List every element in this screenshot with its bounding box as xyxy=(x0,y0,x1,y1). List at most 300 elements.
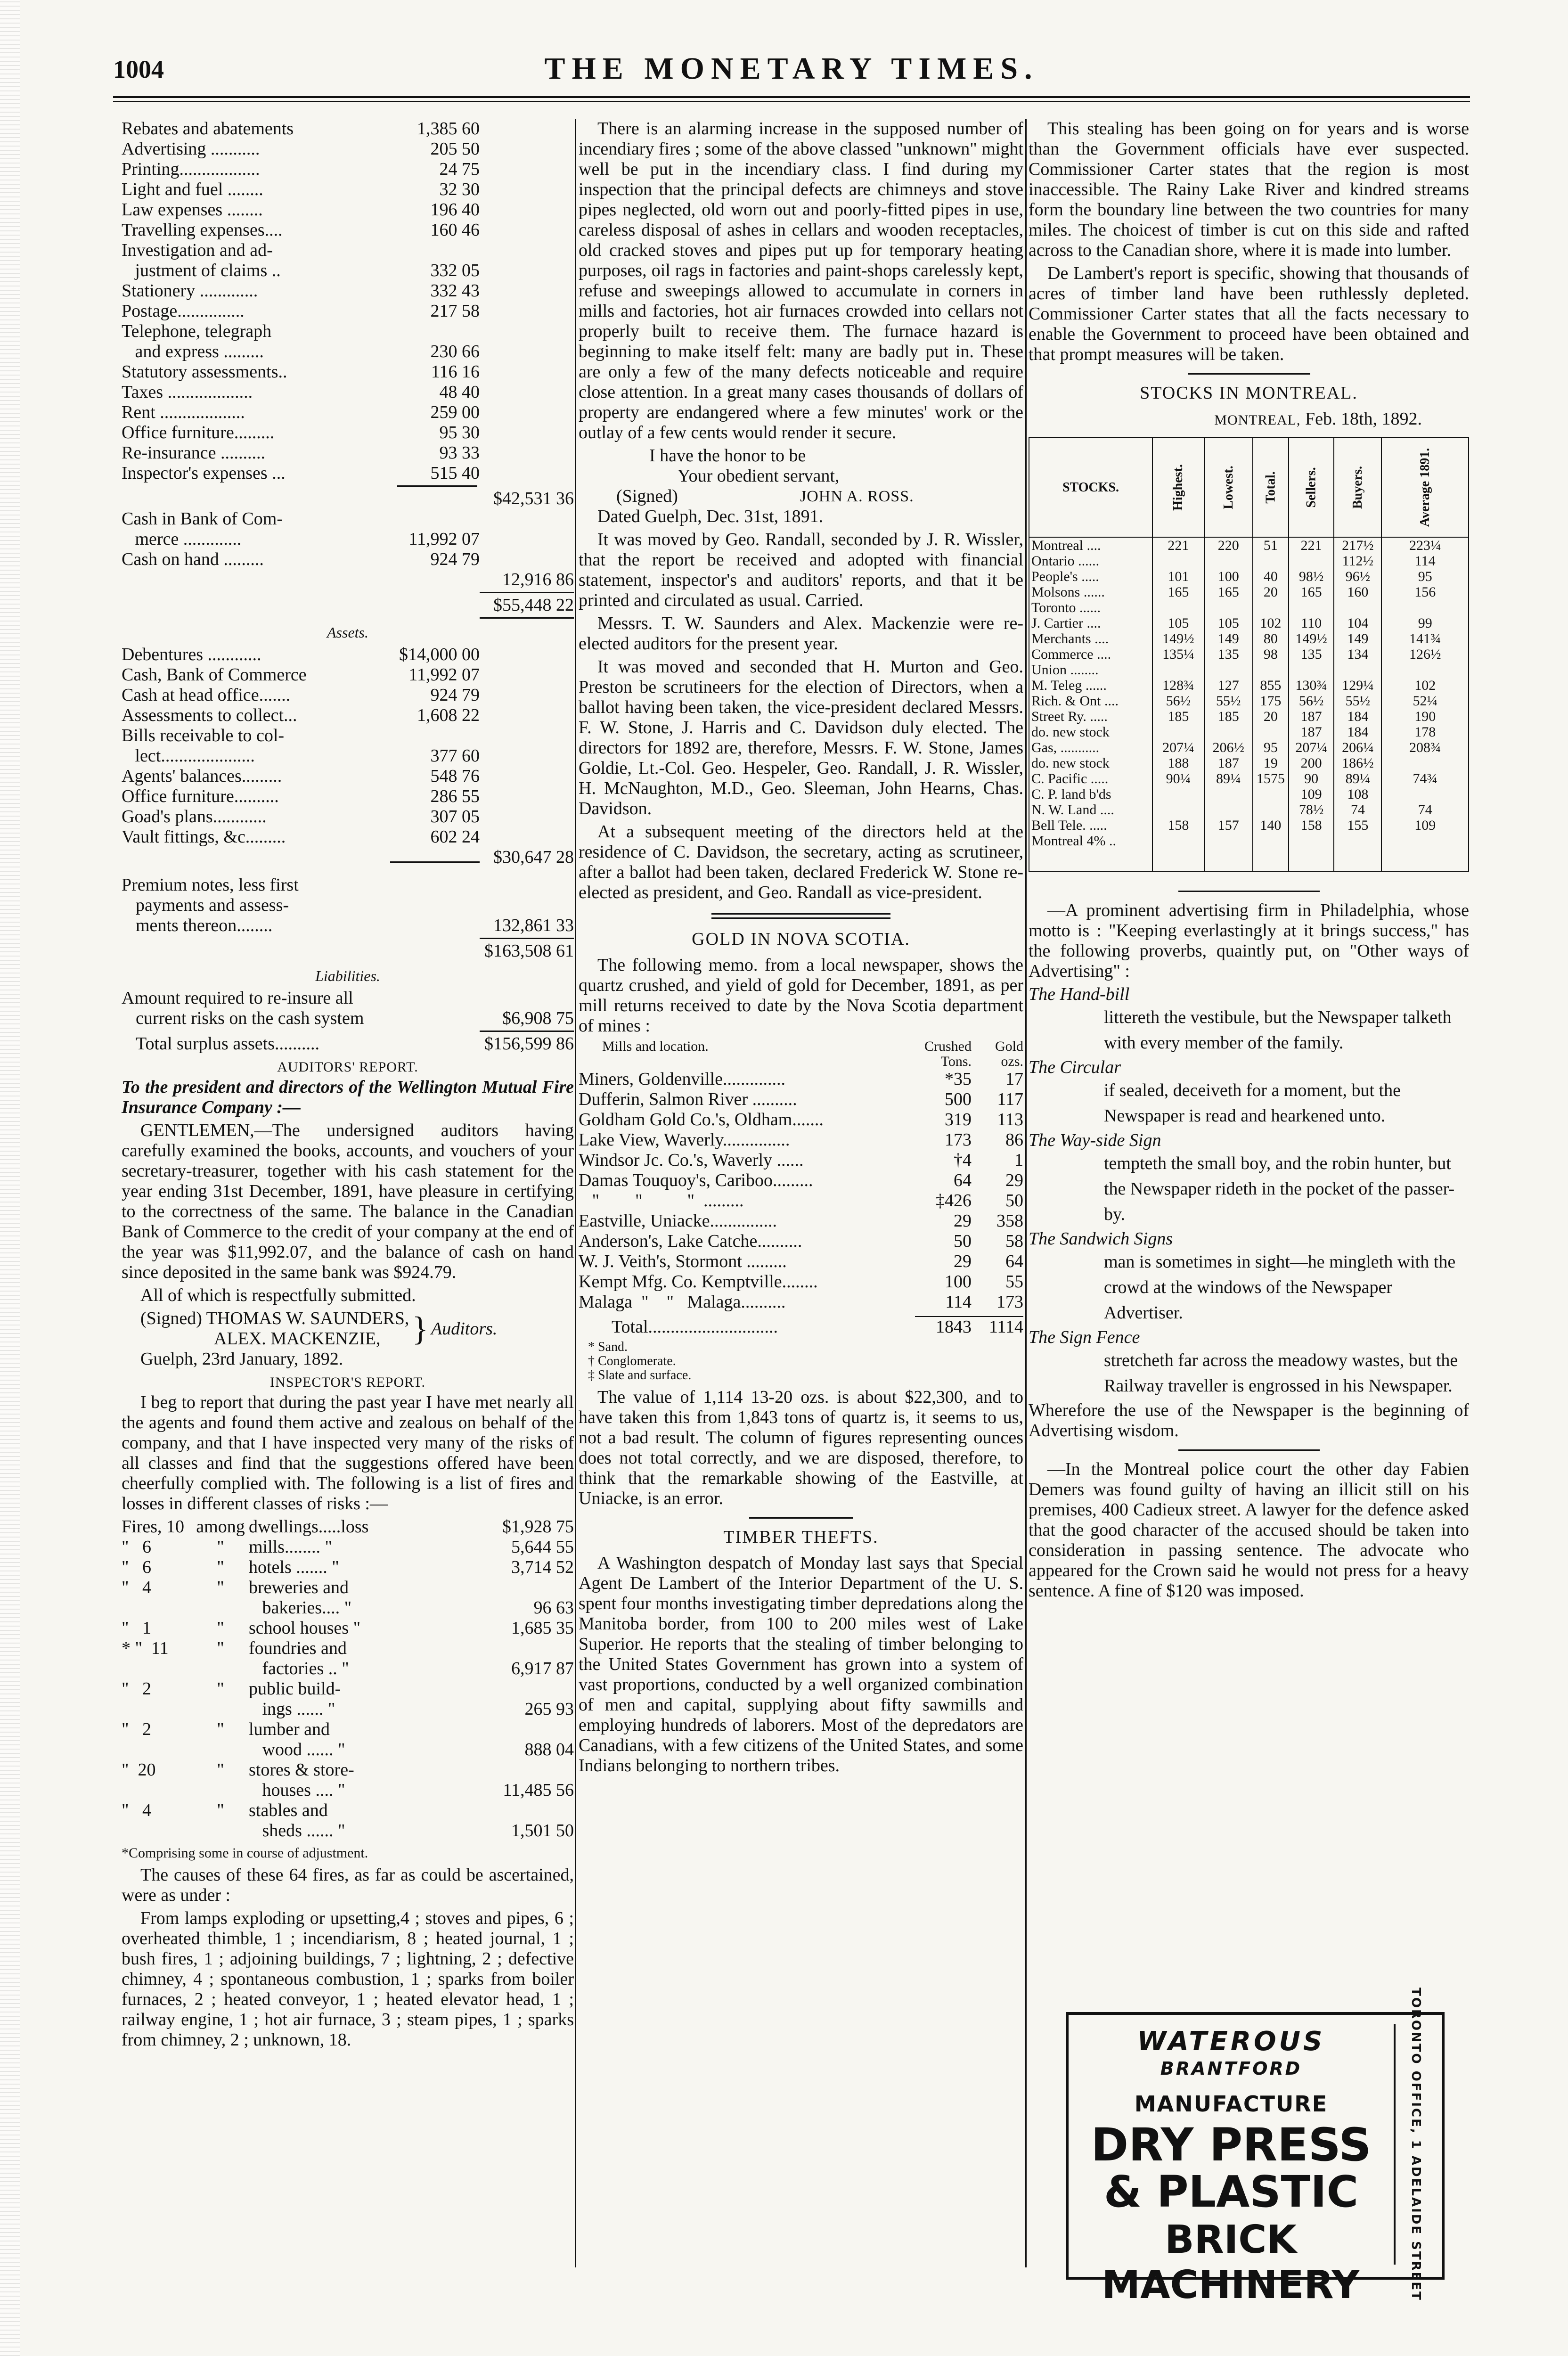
cash-row xyxy=(122,549,574,570)
expense-row xyxy=(122,362,574,382)
stock-value: 149 xyxy=(1204,631,1253,646)
expense-label: Investigation and ad- xyxy=(122,240,273,260)
section-divider xyxy=(1178,891,1320,892)
asset-amount: 377 60 xyxy=(430,746,480,766)
stock-value xyxy=(1204,724,1253,740)
proverb-title: The Sign Fence xyxy=(1029,1327,1140,1347)
stock-name: Molsons ...... xyxy=(1029,584,1152,600)
fire-among: among xyxy=(196,1517,245,1537)
meeting-paragraph-2: Messrs. T. W. Saunders and Alex. Mackenzie were re-elected auditors for the present year. xyxy=(579,614,1023,654)
column-2 xyxy=(579,119,1023,1779)
stock-value: 56½ xyxy=(1289,693,1334,709)
timber-body: A Washington despatch of Monday last says that Special Agent De Lambert of the Interior Department of the U. S. spent four months investigating timber depredations along the Manitoba border, from 100 to 200 miles west of Lake Superior. He reports that the stealing of timber belonging to the United States Government has grown into a system of vast proportions, conducted by a well organized combination of men and capital, supplying about fifty sawmills and employing hundreds of laborers. Most of the depredators are Canadians, with a few citizens of the United States, and some Indians belonging to northern tribes. xyxy=(579,1553,1023,1775)
stock-value: 207¼ xyxy=(1152,740,1204,755)
stock-value xyxy=(1253,802,1289,818)
stocks-header-cell xyxy=(1289,437,1334,537)
fire-loss: 11,485 56 xyxy=(503,1780,574,1800)
timber-continued-2: De Lambert's report is specific, showing that thousands of acres of timber land have been ruthlessly depleted. Commissioner Carter states that all the facts necessary to enable the Government to proceed have been obtained and that prompt measures will be taken. xyxy=(1029,263,1469,364)
stock-name: do. new stock xyxy=(1029,724,1152,740)
gold-tons: 29 xyxy=(954,1211,972,1231)
stock-value: 80 xyxy=(1253,631,1289,646)
liab-line-2: current risks on the cash system xyxy=(136,1008,364,1028)
stock-value: 187 xyxy=(1204,755,1253,771)
gold-ozs: 55 xyxy=(1005,1272,1023,1292)
stock-value: 165 xyxy=(1289,584,1334,600)
proverb-title: The Hand-bill xyxy=(1029,984,1130,1004)
expense-amount: 48 40 xyxy=(439,382,480,402)
stock-value xyxy=(1204,802,1253,818)
fire-count: " 4 xyxy=(122,1578,152,1597)
stocks-header-cell xyxy=(1152,437,1204,537)
stocks-body xyxy=(1029,537,1469,871)
proverb-text: littereth the vestibule, but the Newspaper talketh with every member of the family. xyxy=(1104,1007,1452,1053)
stock-value xyxy=(1334,600,1381,615)
stock-value xyxy=(1289,553,1334,569)
asset-amount: 286 55 xyxy=(430,786,480,806)
gold-row xyxy=(579,1292,1023,1312)
gold-total-ozs: 1114 xyxy=(972,1316,1023,1337)
gold-ozs: 86 xyxy=(1005,1130,1023,1150)
stock-value: 175 xyxy=(1253,693,1289,709)
gold-ozs: 64 xyxy=(1005,1252,1023,1271)
gold-tons: 29 xyxy=(954,1252,972,1271)
cash-label: merce ............. xyxy=(122,529,242,549)
premium-row xyxy=(122,916,574,936)
stock-value xyxy=(1381,755,1469,771)
liabilities-heading: Liabilities. xyxy=(315,967,380,984)
fire-row xyxy=(122,1679,574,1699)
advert-manufacture: MANUFACTURE xyxy=(1134,2091,1328,2117)
gold-ozs: 1 xyxy=(1014,1150,1023,1170)
asset-label: Cash at head office....... xyxy=(122,685,291,705)
proverbs-list xyxy=(1029,984,1469,1399)
expense-label: Statutory assessments.. xyxy=(122,362,287,382)
stock-value: 129¼ xyxy=(1334,678,1381,693)
stock-row xyxy=(1029,693,1469,709)
gold-mill: Kempt Mfg. Co. Kemptville........ xyxy=(579,1272,818,1292)
stock-value: 130¾ xyxy=(1289,678,1334,693)
stock-value xyxy=(1152,662,1204,678)
causes-body: From lamps exploding or upsetting,4 ; stoves and pipes, 6 ; overheated thimble, 1 ; incendiarism, 8 ; heated journal, 1 ; bush fires, 1 ; adjoining buildings, 7 ; lightning, 2 ; defective chimney, 4 ; spontaneous combustion, 1 ; sparks from boiler furnaces, 2 ; heated conveyor, 1 ; heated elevator head, 1 ; railway engine, 1 ; hot air furnace, 3 ; steam pipes, 1 ; sparks from chimney, 2 ; unknown, 18. xyxy=(122,1908,574,2050)
stocks-header-label: Buyers. xyxy=(1350,466,1365,509)
fire-loss: 96 63 xyxy=(533,1598,574,1618)
proverb-text: man is sometimes in sight—he mingleth with the crowd at the windows of the Newspaper Advertiser. xyxy=(1104,1252,1456,1323)
stock-value: 187 xyxy=(1289,724,1334,740)
advert-brick-machinery: BRICK MACHINERY xyxy=(1102,2217,1360,2307)
expense-row xyxy=(122,443,574,463)
expense-amount: 515 40 xyxy=(430,463,480,483)
advert-dry-press: DRY PRESS xyxy=(1091,2119,1372,2171)
gold-tons: ‡426 xyxy=(936,1191,972,1211)
gold-row xyxy=(579,1170,1023,1191)
expense-row xyxy=(122,423,574,443)
stock-value xyxy=(1204,786,1253,802)
gold-mill: Goldham Gold Co.'s, Oldham....... xyxy=(579,1110,824,1129)
fire-loss: 3,714 52 xyxy=(511,1557,574,1577)
stock-name: Street Ry. ..... xyxy=(1029,709,1152,724)
meeting-paragraph-4: At a subsequent meeting of the directors held at the residence of C. Davidson, the secretary, acting as scrutineer, after a ballot had been taken, declared Frederick W. Stone re-elected as president, and Geo. Randall as vice-president. xyxy=(579,822,1023,902)
stock-value: 207¼ xyxy=(1289,740,1334,755)
advert-plastic: & PLASTIC xyxy=(1103,2167,1359,2217)
gold-table xyxy=(579,1039,1023,1337)
asset-row xyxy=(122,645,574,665)
grand-total: $55,448 22 xyxy=(493,595,574,615)
gold-row xyxy=(579,1191,1023,1211)
asset-label: Debentures ............ xyxy=(122,645,261,664)
expenses-total-row xyxy=(122,489,574,509)
gold-header-gold: Gold xyxy=(995,1039,1023,1054)
fire-class: dwellings.....loss xyxy=(249,1517,369,1537)
fire-count: " 2 xyxy=(122,1719,152,1739)
auditors-address: To the president and directors of the Wellington Mutual Fire Insurance Company :— xyxy=(122,1077,574,1117)
expense-label: Office furniture......... xyxy=(122,423,275,442)
fires-note: *Comprising some in course of adjustment. xyxy=(122,1845,368,1861)
cash-amount: 11,992 07 xyxy=(408,529,480,549)
auditors-signature: (Signed) THOMAS W. SAUNDERS, ALEX. MACKENZIE, } Auditors. xyxy=(140,1309,498,1349)
stocks-header-cell xyxy=(1204,437,1253,537)
expense-label: Law expenses ........ xyxy=(122,200,263,220)
stock-value: 90¼ xyxy=(1152,771,1204,786)
expense-amount: 205 50 xyxy=(430,139,480,159)
fire-row xyxy=(122,1760,574,1780)
stock-row xyxy=(1029,584,1469,600)
stock-value xyxy=(1289,600,1334,615)
premium-line-1: Premium notes, less first xyxy=(122,875,299,895)
stock-value: 185 xyxy=(1204,709,1253,724)
gold-row xyxy=(579,1130,1023,1150)
stock-row xyxy=(1029,600,1469,615)
expense-row xyxy=(122,321,574,342)
stock-row xyxy=(1029,662,1469,678)
fire-among: " xyxy=(217,1537,224,1557)
fire-class: houses .... " xyxy=(249,1780,345,1800)
section-divider xyxy=(711,913,890,919)
stock-value: 187 xyxy=(1289,709,1334,724)
wherefore-text: Wherefore the use of the Newspaper is the beginning of Advertising wisdom. xyxy=(1029,1400,1469,1440)
fire-row xyxy=(122,1517,574,1537)
fire-loss: 888 04 xyxy=(524,1740,574,1759)
gold-ozs: 117 xyxy=(997,1089,1023,1109)
stock-value: 134 xyxy=(1334,646,1381,662)
stock-value xyxy=(1381,786,1469,802)
expenses-total: $42,531 36 xyxy=(493,489,574,508)
expense-row xyxy=(122,200,574,220)
gold-notes xyxy=(588,1340,1023,1383)
stock-name: C. P. land b'ds xyxy=(1029,786,1152,802)
stock-value: 178 xyxy=(1381,724,1469,740)
fire-class: lumber and xyxy=(249,1719,330,1739)
stock-value: 160 xyxy=(1334,584,1381,600)
stock-value: 127 xyxy=(1204,678,1253,693)
premium-value: 132,861 33 xyxy=(493,916,574,935)
stock-name: Ontario ...... xyxy=(1029,553,1152,569)
fire-loss: 5,644 55 xyxy=(511,1537,574,1557)
expense-label: Rebates and abatements xyxy=(122,119,294,139)
stock-name: J. Cartier .... xyxy=(1029,615,1152,631)
expense-row xyxy=(122,402,574,423)
gold-header-tons: Tons. xyxy=(940,1054,972,1069)
assets-list xyxy=(122,645,574,847)
premium-line-3: ments thereon........ xyxy=(136,916,273,935)
expense-row xyxy=(122,139,574,159)
fire-among: " xyxy=(217,1760,224,1780)
gold-mill: Eastville, Uniacke............... xyxy=(579,1211,777,1231)
stocks-header-label: Total. xyxy=(1263,471,1278,504)
stock-value xyxy=(1253,662,1289,678)
stock-value: 51 xyxy=(1253,537,1289,553)
asset-label: Office furniture.......... xyxy=(122,786,279,806)
stock-value: 184 xyxy=(1334,709,1381,724)
stock-value: 19 xyxy=(1253,755,1289,771)
stock-value: 140 xyxy=(1253,818,1289,833)
sum-rule xyxy=(480,617,574,619)
sum-rule xyxy=(480,592,574,593)
expense-label: Rent ................... xyxy=(122,402,245,422)
stock-value: 186½ xyxy=(1334,755,1381,771)
sum-rule xyxy=(480,938,574,939)
fire-row xyxy=(122,1659,574,1679)
inspector-body: I beg to report that during the past year I have met nearly all the agents and found them active and zealous on behalf of the company, and that I have inspected very many of the risks of all classes and find that the suggestions offered have been cheerfully complied with. The following is a list of fires and losses in different classes of risks :— xyxy=(122,1392,574,1513)
stock-row xyxy=(1029,802,1469,818)
stock-value xyxy=(1253,553,1289,569)
stock-value: 56½ xyxy=(1152,693,1204,709)
fire-class: factories .. " xyxy=(249,1659,349,1678)
stocks-dateline xyxy=(1029,409,1469,430)
column-3 xyxy=(1029,119,1469,1604)
stock-row xyxy=(1029,646,1469,662)
asset-label: Cash, Bank of Commerce xyxy=(122,665,307,685)
gold-header-row xyxy=(579,1039,1023,1054)
stock-value: 208¾ xyxy=(1381,740,1469,755)
stock-value: 105 xyxy=(1204,615,1253,631)
stock-value xyxy=(1381,600,1469,615)
expense-row xyxy=(122,119,574,139)
stocks-header-label: Highest. xyxy=(1171,464,1186,511)
auditors-respect: All of which is respectfully submitted. xyxy=(140,1285,416,1305)
advert-side-text: TORONTO OFFICE, 1 ADELAIDE STREET xyxy=(1409,1988,1423,2301)
asset-row xyxy=(122,766,574,786)
gold-tons: 64 xyxy=(954,1170,972,1190)
stock-value: 223¼ xyxy=(1381,537,1469,553)
stock-row xyxy=(1029,553,1469,569)
stocks-header-cell xyxy=(1253,437,1289,537)
expense-row xyxy=(122,382,574,402)
gold-row xyxy=(579,1110,1023,1130)
gold-header-mill: Mills and location. xyxy=(602,1039,709,1054)
gold-note: * Sand. xyxy=(588,1340,628,1354)
stock-value: 40 xyxy=(1253,569,1289,584)
assets-heading: Assets. xyxy=(327,624,368,641)
gold-mill: Miners, Goldenville.............. xyxy=(579,1069,786,1089)
stock-value xyxy=(1253,600,1289,615)
expense-label: Advertising ........... xyxy=(122,139,260,159)
stock-value: 112½ xyxy=(1334,553,1381,569)
incendiary-paragraph: There is an alarming increase in the supposed number of incendiary fires ; some of the above classed "unknown" might well be put in the incendiary class. I find during my inspection that the principal defects are chimneys and stove pipes neglected, old worn out and poorly-fitted pipes in use, careless disposal of ashes in cellars and wooden receptacles, old cracked stoves and pipes put up for temporary heating purposes, oil rags in factories and paint-shops carelessly kept, refuse and sweepings allowed to accumulate in corners in mills and factories, hot air furnaces crowded into cellars not properly built to receive them. The furnace hazard is beginning to make itself felt: many are badly put in. These are only a few of the many defects noticeable and require close attention. In a great many cases thousands of dollars of property are endangered where a few minutes' work or the outlay of a few cents would render it secure. xyxy=(579,119,1023,442)
cash-amount: 924 79 xyxy=(430,549,480,569)
stock-value: 141¾ xyxy=(1381,631,1469,646)
asset-amount: 1,608 22 xyxy=(417,705,480,725)
gold-ozs: 29 xyxy=(1005,1170,1023,1190)
stock-value: 184 xyxy=(1334,724,1381,740)
stock-value: 135¼ xyxy=(1152,646,1204,662)
fire-count: " 6 xyxy=(122,1537,152,1557)
cash-total: 12,916 86 xyxy=(502,570,574,589)
asset-row xyxy=(122,685,574,705)
stock-value: 20 xyxy=(1253,584,1289,600)
expense-label: Taxes ................... xyxy=(122,382,253,402)
expense-amount: 217 58 xyxy=(430,301,480,321)
proverb-title: The Way-side Sign xyxy=(1029,1130,1161,1150)
expense-amount: 332 43 xyxy=(430,281,480,301)
fire-loss: 1,501 50 xyxy=(511,1821,574,1841)
timber-continued-1: This stealing has been going on for years and is worse than the Government officials have ever suspected. Commissioner Carter states that the region is most inaccessible. The Rainy Lake River and kindred streams form the boundary line between the two countries for many miles. The choicest of timber is cut on this side and rafted across to the Canadian shore, where it is made into lumber. xyxy=(1029,119,1469,260)
expense-amount: 24 75 xyxy=(439,159,480,179)
gold-row xyxy=(579,1211,1023,1231)
stock-value xyxy=(1253,786,1289,802)
gold-ozs: 173 xyxy=(996,1292,1023,1312)
stock-value: 74 xyxy=(1381,802,1469,818)
stock-value: 126½ xyxy=(1381,646,1469,662)
stock-value: 165 xyxy=(1204,584,1253,600)
assets-grand-row xyxy=(122,941,574,961)
stock-value xyxy=(1152,833,1204,871)
assets-total-row xyxy=(122,847,574,867)
fire-loss: 6,917 87 xyxy=(511,1659,574,1678)
fire-among: " xyxy=(217,1638,224,1658)
stock-row xyxy=(1029,678,1469,693)
stock-row xyxy=(1029,833,1469,871)
gold-ozs: 113 xyxy=(997,1110,1023,1129)
fire-count: " 20 xyxy=(122,1760,156,1780)
stock-value: 188 xyxy=(1152,755,1204,771)
stock-value: 98½ xyxy=(1289,569,1334,584)
asset-label: Vault fittings, &c......... xyxy=(122,827,286,847)
stock-value: 89¼ xyxy=(1204,771,1253,786)
stock-value xyxy=(1381,662,1469,678)
fire-row xyxy=(122,1638,574,1659)
stock-value xyxy=(1204,662,1253,678)
fire-class: stores & store- xyxy=(249,1760,354,1780)
asset-amount: $14,000 00 xyxy=(399,645,480,664)
asset-amount: 924 79 xyxy=(430,685,480,705)
stock-value: 100 xyxy=(1204,569,1253,584)
column-1 xyxy=(122,119,574,2053)
fire-loss: 265 93 xyxy=(524,1699,574,1719)
stock-value xyxy=(1152,802,1204,818)
stocks-header-label: Sellers. xyxy=(1304,466,1319,508)
asset-label: Assessments to collect... xyxy=(122,705,297,725)
fire-row xyxy=(122,1800,574,1821)
proverb-text: stretcheth far across the meadowy wastes, but the Railway traveller is engrossed in his Newspaper. xyxy=(1104,1350,1458,1396)
meeting-paragraph-1: It was moved by Geo. Randall, seconded by J. R. Wissler, that the report be received and adopted with financial statement, inspector's and auditors' reports, and that it be printed and circulated as usual. Carried. xyxy=(579,530,1023,610)
stock-value: 74¾ xyxy=(1381,771,1469,786)
stock-value xyxy=(1289,833,1334,871)
stock-value xyxy=(1152,600,1204,615)
expense-amount: 116 16 xyxy=(431,362,480,382)
gold-tons: 173 xyxy=(945,1130,972,1150)
stock-row xyxy=(1029,724,1469,740)
fire-class: foundries and xyxy=(249,1638,347,1658)
expense-amount: 196 40 xyxy=(430,200,480,220)
assets-grand: $163,508 61 xyxy=(484,941,574,961)
stock-value xyxy=(1334,662,1381,678)
advert-intro: —A prominent advertising firm in Philadelphia, whose motto is : "Keeping everlastingly at it brings success," has the following proverbs, quaintly put, on "Other ways of Advertising" : xyxy=(1029,900,1469,981)
surplus-value: $156,599 86 xyxy=(484,1034,574,1054)
stock-value: 158 xyxy=(1152,818,1204,833)
fire-class: mills........ " xyxy=(249,1537,333,1557)
stock-value: 128¾ xyxy=(1152,678,1204,693)
sum-rule xyxy=(397,485,477,487)
fire-among: " xyxy=(217,1618,224,1638)
stock-value: 221 xyxy=(1289,537,1334,553)
expense-amount: 332 05 xyxy=(430,261,480,280)
fire-among: " xyxy=(217,1800,224,1820)
fire-among: " xyxy=(217,1719,224,1739)
surplus-row xyxy=(122,1034,574,1054)
auditors-date: Guelph, 23rd January, 1892. xyxy=(140,1349,343,1369)
fire-row xyxy=(122,1557,574,1578)
expense-row xyxy=(122,281,574,301)
fire-among: " xyxy=(217,1557,224,1577)
stock-name: Bell Tele. ..... xyxy=(1029,818,1152,833)
stocks-header-row xyxy=(1029,437,1469,537)
stock-name: Montreal .... xyxy=(1029,537,1152,553)
fire-count: " 4 xyxy=(122,1800,152,1820)
fire-among: " xyxy=(217,1679,224,1699)
meeting-paragraph-3: It was moved and seconded that H. Murton and Geo. Preston be scrutineers for the election of Directors, when a ballot having been taken, the vice-president declared Messrs. F. W. Stone, J. Harris and C. Davidson duly elected. The directors for 1892 are, therefore, Messrs. F. W. Stone, James Goldie, Lt.-Col. Geo. Hespeler, Geo. Randall, J. R. Wissler, H. McNaughton, M.D., Geo. Sleeman, John Hearns, Chas. Davidson. xyxy=(579,657,1023,818)
gold-tons: *35 xyxy=(945,1069,972,1089)
gold-mill: Damas Touquoy's, Cariboo......... xyxy=(579,1170,813,1190)
column-divider xyxy=(575,119,576,2267)
assets-total: $30,647 28 xyxy=(493,847,574,867)
stock-name: do. new stock xyxy=(1029,755,1152,771)
stock-name: N. W. Land .... xyxy=(1029,802,1152,818)
stock-value: 55½ xyxy=(1334,693,1381,709)
expense-label: Telephone, telegraph xyxy=(122,321,272,341)
asset-amount: 548 76 xyxy=(430,766,480,786)
stock-name: Montreal 4% .. xyxy=(1029,833,1152,871)
stock-value: 55½ xyxy=(1204,693,1253,709)
stock-value: 89¼ xyxy=(1334,771,1381,786)
expense-row xyxy=(122,220,574,240)
gold-mill: W. J. Veith's, Stormont ......... xyxy=(579,1252,787,1271)
stock-value: 158 xyxy=(1289,818,1334,833)
stock-row xyxy=(1029,631,1469,646)
gold-ozs: 50 xyxy=(1005,1191,1023,1211)
stock-value xyxy=(1253,833,1289,871)
stock-value: 135 xyxy=(1289,646,1334,662)
proverb-title: The Sandwich Signs xyxy=(1029,1229,1173,1249)
asset-label: lect..................... xyxy=(122,746,255,766)
expense-label: and express ......... xyxy=(122,342,264,361)
gold-tons: 50 xyxy=(954,1231,972,1251)
stock-value xyxy=(1152,553,1204,569)
fire-loss: 1,685 35 xyxy=(511,1618,574,1638)
cash-row xyxy=(122,509,574,529)
stock-value: 1575 xyxy=(1253,771,1289,786)
stocks-header-cell xyxy=(1381,437,1469,537)
wherefore-line xyxy=(1029,1400,1469,1441)
cash-row xyxy=(122,529,574,549)
gold-conclusion: The value of 1,114 13-20 ozs. is about $22,300, and to have taken this from 1,843 tons of quartz is, it seems to us, not a bad result. The column of figures representing ounces does not total correctly, and we are disposed, therefore, to think that the remarkable showing of the Eastville, at Uniacke, is an error. xyxy=(579,1387,1023,1508)
gold-mill: Malaga " " Malaga.......... xyxy=(579,1292,786,1312)
section-divider xyxy=(749,1517,853,1519)
fire-count: Fires, 10 xyxy=(122,1517,184,1537)
stock-value: 102 xyxy=(1381,678,1469,693)
stock-value: 149 xyxy=(1334,631,1381,646)
gold-tons: 100 xyxy=(945,1272,972,1292)
stock-value: 108 xyxy=(1334,786,1381,802)
